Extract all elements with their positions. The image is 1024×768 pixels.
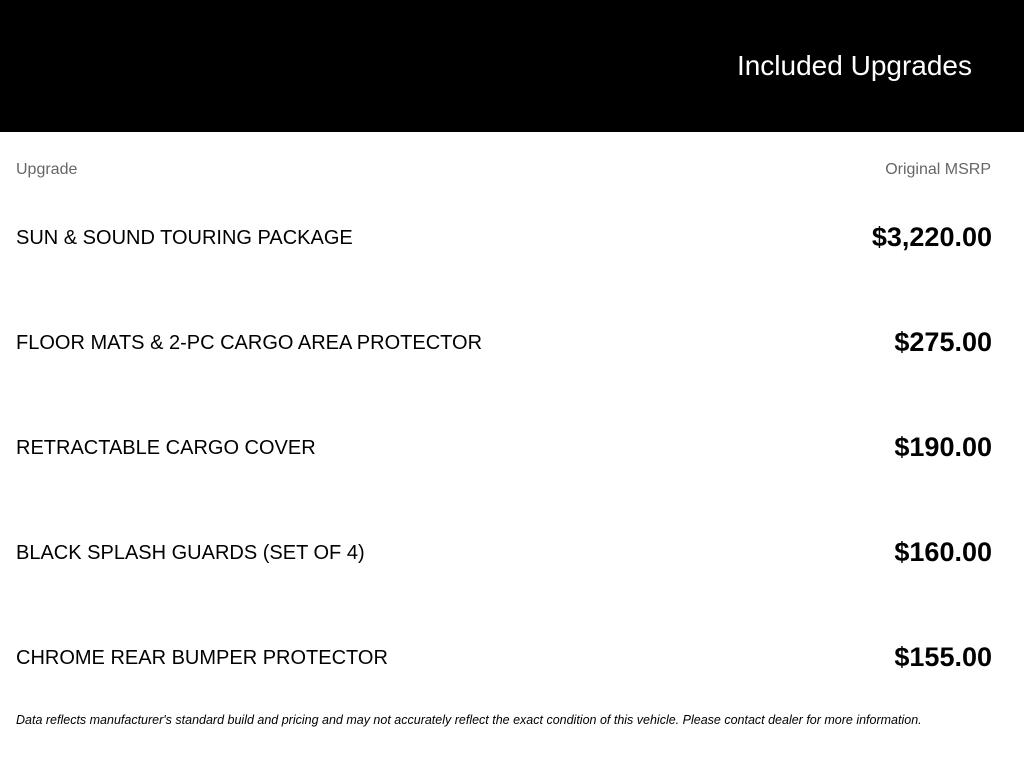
list-item [16, 525, 992, 630]
upgrade-name: BLACK SPLASH GUARDS (SET OF 4) [16, 542, 365, 564]
upgrade-price: $190.00 [894, 432, 992, 462]
column-header-msrp: Original MSRP [885, 161, 991, 178]
list-item [16, 420, 992, 525]
upgrade-name: SUN & SOUND TOURING PACKAGE [16, 227, 353, 249]
upgrade-name: FLOOR MATS & 2-PC CARGO AREA PROTECTOR [16, 332, 483, 354]
upgrade-price: $160.00 [894, 537, 992, 567]
list-item [16, 210, 992, 315]
page-title: Included Upgrades [736, 50, 972, 81]
disclaimer-text: Data reflects manufacturer's standard build and pricing and may not accurately reflect the exact condition of this vehicle. Please contact dealer for more information. [16, 713, 922, 727]
upgrade-price: $275.00 [894, 327, 992, 357]
column-headers [16, 160, 991, 180]
upgrade-name: RETRACTABLE CARGO COVER [16, 437, 316, 459]
upgrade-price: $155.00 [894, 642, 992, 672]
list-item [16, 315, 992, 420]
header-bar [0, 0, 1024, 132]
upgrade-list [16, 210, 992, 735]
column-header-upgrade: Upgrade [16, 161, 78, 178]
upgrade-price: $3,220.00 [871, 222, 992, 252]
upgrade-name: CHROME REAR BUMPER PROTECTOR [16, 647, 388, 669]
